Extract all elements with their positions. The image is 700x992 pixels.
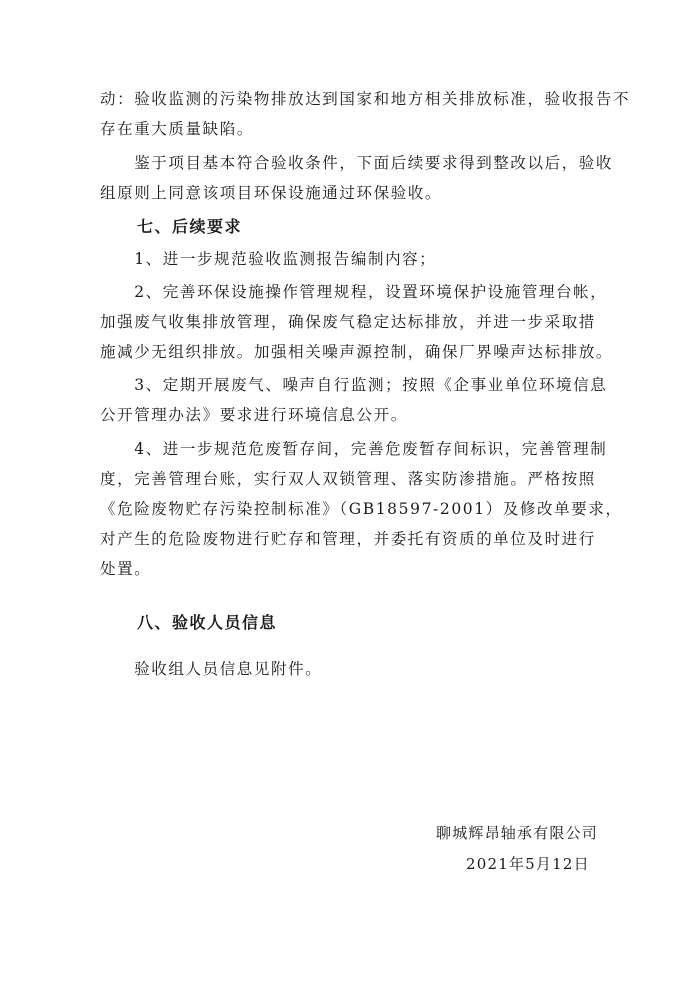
requirement-item-3	[100, 370, 608, 430]
text-line: 2、完善环保设施操作管理规程，设置环境保护设施管理台帐，	[100, 283, 608, 301]
text-line: 鉴于项目基本符合验收条件，下面后续要求得到整改以后，验收	[100, 154, 614, 172]
text-line: 组原则上同意该项目环保设施通过环保验收。	[100, 184, 443, 202]
text-line: 度，完善管理台账，实行双人双锁管理、落实防渗措施。严格按照	[100, 470, 596, 488]
text-line: 4、进一步规范危废暂存间，完善危废暂存间标识，完善管理制	[100, 440, 608, 458]
section-heading-acceptance-personnel: 八、验收人员信息	[137, 613, 278, 632]
section-heading-follow-up-requirements: 七、后续要求	[137, 217, 243, 236]
text-line: 施减少无组织排放。加强相关噪声源控制，确保厂界噪声达标排放。	[100, 343, 614, 361]
text-line: 处置。	[100, 560, 152, 578]
text-line: 《危险废物贮存污染控制标准》（GB18597-2001）及修改单要求，	[100, 500, 623, 518]
personnel-info-paragraph	[100, 654, 605, 684]
text-line: 验收组人员信息见附件。	[100, 660, 323, 678]
signature-company: 聊城辉昂轴承有限公司	[436, 824, 599, 842]
signature-date: 2021年5月12日	[466, 855, 590, 873]
text-line: 对产生的危险废物进行贮存和管理，并委托有资质的单位及时进行	[100, 530, 596, 548]
paragraph-conclusion	[100, 148, 614, 208]
requirement-item-4	[100, 434, 623, 584]
text-line: 动：验收监测的污染物排放达到国家和地方相关排放标准，验收报告不	[100, 90, 631, 108]
text-line: 加强废气收集排放管理，确保废气稳定达标排放，并进一步采取措	[100, 313, 596, 331]
requirement-item-1	[100, 244, 605, 274]
text-line: 3、定期开展废气、噪声自行监测；按照《企事业单位环境信息	[100, 376, 608, 394]
text-line: 存在重大质量缺陷。	[100, 120, 254, 138]
text-line: 公开管理办法》要求进行环境信息公开。	[100, 406, 408, 424]
paragraph-acceptance	[100, 84, 631, 144]
requirement-item-2	[100, 277, 614, 367]
text-line: 1、进一步规范验收监测报告编制内容；	[100, 250, 437, 268]
